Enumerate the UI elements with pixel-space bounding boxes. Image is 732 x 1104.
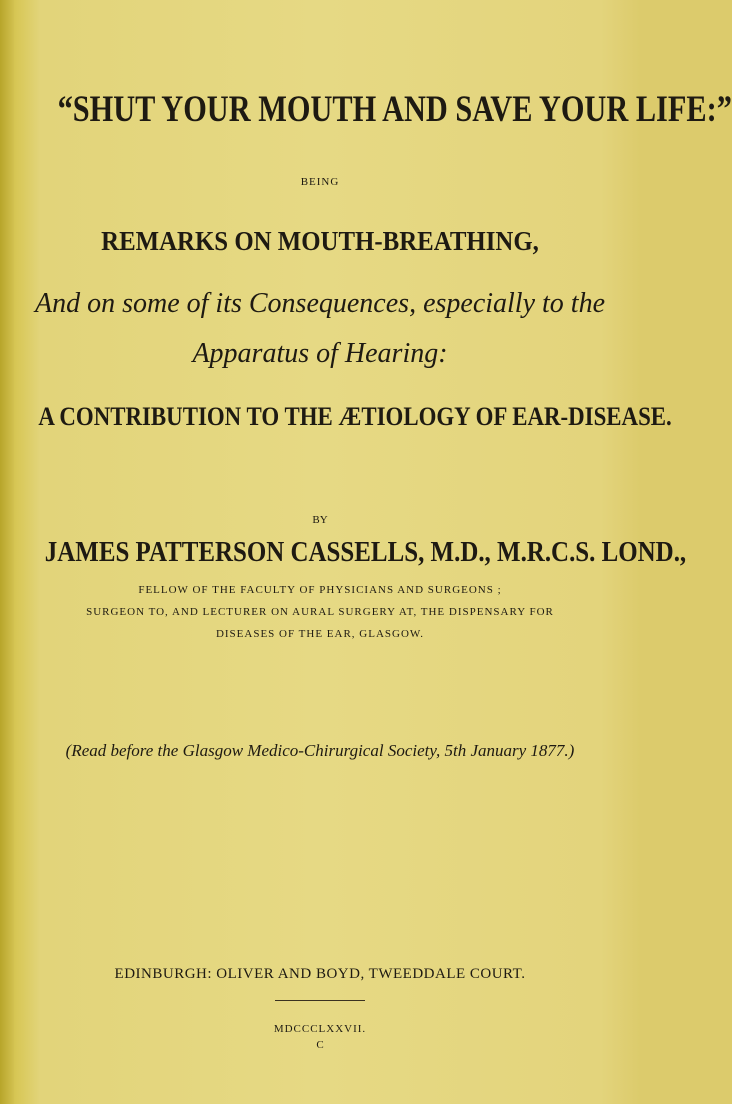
signature-mark: C (316, 1039, 324, 1051)
credential-line-2: SURGEON TO, AND LECTURER ON AURAL SURGERY AT, THE DISPENSARY FOR (86, 606, 554, 618)
author-name: JAMES PATTERSON CASSELLS, M.D., M.R.C.S. LOND., (44, 536, 687, 568)
subtitle-line-1: And on some of its Consequences, especially to the (35, 288, 605, 319)
publication-date: MDCCCLXXVII. (273, 1023, 367, 1035)
by-label: BY (312, 514, 328, 526)
credential-line-3: DISEASES OF THE EAR, GLASGOW. (215, 628, 425, 640)
publisher-imprint: EDINBURGH: OLIVER AND BOYD, TWEEDDALE COURT. (114, 966, 526, 982)
remarks-heading: REMARKS ON MOUTH-BREATHING, (101, 226, 539, 256)
page-edge (0, 0, 14, 1104)
read-note: (Read before the Glasgow Medico-Chirurgical Society, 5th January 1877.) (65, 741, 575, 760)
being-label: BEING (300, 176, 340, 188)
divider-rule (275, 1000, 365, 1001)
subtitle-line-2: Apparatus of Hearing: (192, 338, 448, 369)
credential-line-1: FELLOW OF THE FACULTY OF PHYSICIANS AND SURGEONS ; (138, 584, 502, 596)
contribution-heading: A CONTRIBUTION TO THE ÆTIOLOGY OF EAR-DISEASE. (38, 402, 672, 431)
book-title: “SHUT YOUR MOUTH AND SAVE YOUR LIFE:” (57, 89, 732, 130)
